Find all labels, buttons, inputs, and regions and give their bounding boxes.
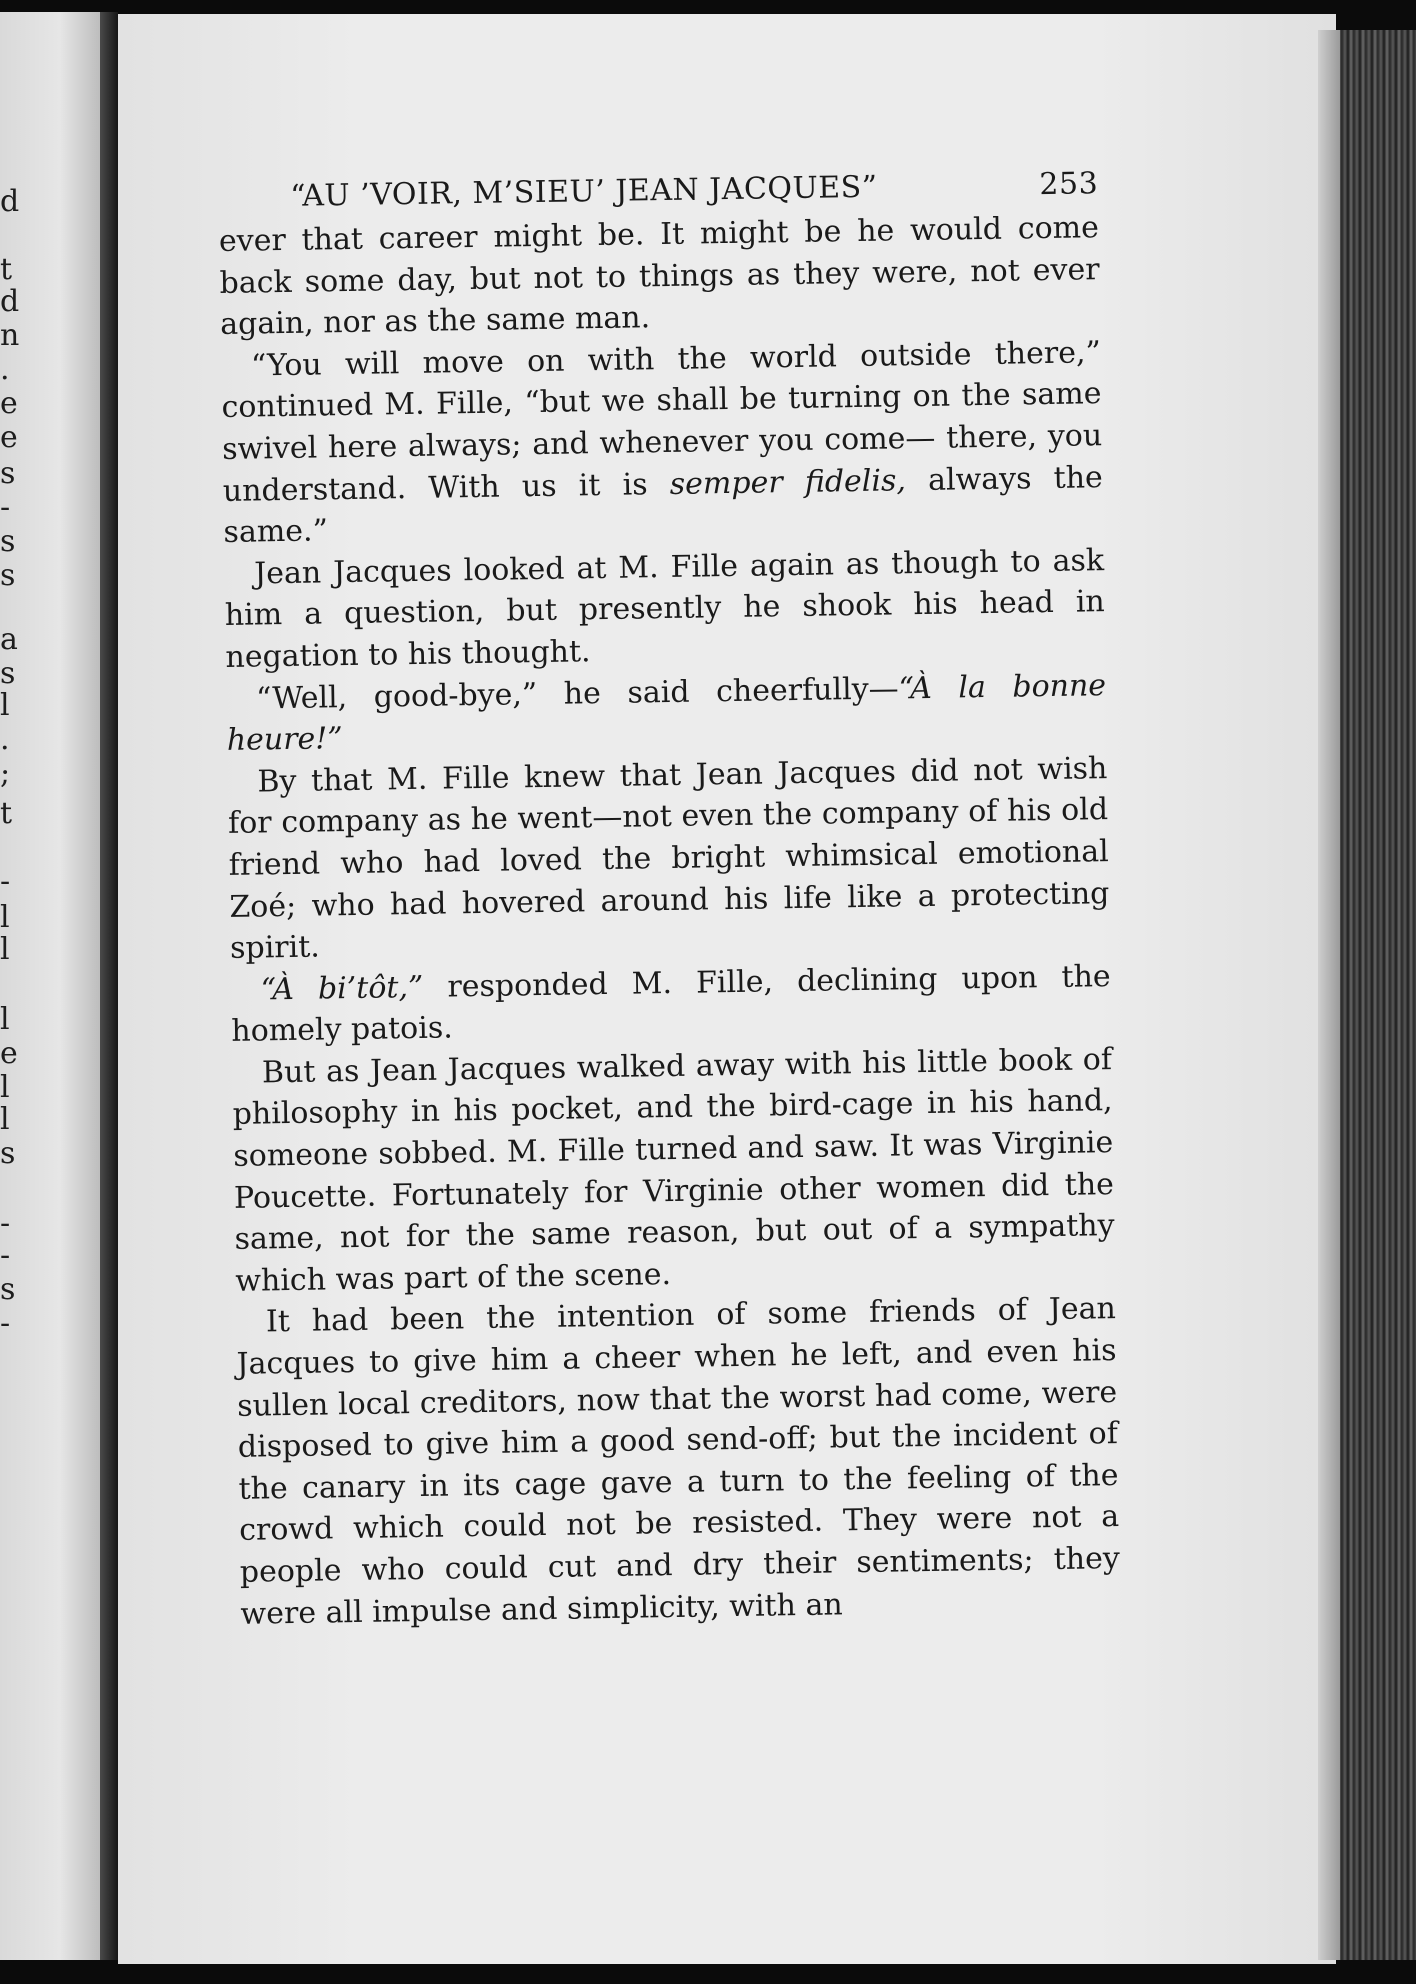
left-page-fragment: - xyxy=(0,1238,11,1273)
left-page-fragment: s xyxy=(0,656,16,691)
text-run: But as Jean Jacques walked away with his little book of philosophy in his pocket, and the bird-cage in his hand, someone sobbed. M. Fille turned and saw. It was Virginie Poucette. Fortunately for Virginie other women did the same, not for the same reason, but out of a sympathy which was part of the scene. xyxy=(232,1041,1115,1299)
left-facing-page xyxy=(0,12,100,1960)
left-page-fragment: d xyxy=(0,184,20,219)
left-page-fragment: - xyxy=(0,490,11,525)
left-page-fragment: l xyxy=(0,900,10,935)
left-page-fragment: ; xyxy=(0,756,11,791)
text-run: responded M. Fille, declining upon the homely patois. xyxy=(231,958,1111,1050)
page-edge-highlight xyxy=(1318,30,1340,1960)
text-run: Jean Jacques looked at M. Fille again as though to ask him a question, but presently he shook his head in negation to his thought. xyxy=(224,542,1106,675)
left-page-fragment: s xyxy=(0,456,16,491)
left-page-fragment: a xyxy=(0,622,18,657)
paragraph xyxy=(232,1039,1116,1302)
left-page-fragment: t xyxy=(0,252,13,287)
left-page-fragment: . xyxy=(0,352,10,387)
left-page-fragment: - xyxy=(0,1206,11,1241)
running-head-title: “AU ’VOIR, M’SIEU’ JEAN JACQUES” xyxy=(289,169,878,214)
left-page-fragment: d xyxy=(0,284,20,319)
left-page-fragment: t xyxy=(0,796,13,831)
left-page-fragment: e xyxy=(0,1036,18,1071)
text-run: “You will move on with the world outside there,” continued M. Fille, “but we shall be turning on the same swivel here always; and whenever you come— there, you understand. With us it is xyxy=(221,334,1103,509)
left-page-fragment: l xyxy=(0,688,10,723)
book-gutter xyxy=(100,12,118,1960)
left-page-fragment: e xyxy=(0,420,18,455)
paragraph xyxy=(230,956,1111,1053)
left-page-fragment: n xyxy=(0,318,20,353)
italic-text: “À la bonne heure!” xyxy=(226,667,1107,759)
left-page-fragment: . xyxy=(0,722,10,757)
left-page-fragment: - xyxy=(0,1306,11,1341)
text-run: “Well, good-bye,” he said cheerfully— xyxy=(255,670,899,716)
text-run: ever that career might be. It might be he would come back some day, but not to things as they were, not ever again, nor as the same man. xyxy=(218,210,1100,343)
paragraph xyxy=(227,748,1110,970)
left-page-fragment: l xyxy=(0,1002,10,1037)
left-page-fragment: s xyxy=(0,524,16,559)
paragraph xyxy=(221,332,1104,554)
left-page-fragment: l xyxy=(0,1070,10,1105)
left-page-fragment: l xyxy=(0,1102,10,1137)
italic-text: “À bi’tôt,” xyxy=(260,969,424,1008)
left-page-fragment: - xyxy=(0,864,11,899)
page-text-block xyxy=(218,166,1121,1635)
left-page-fragment: e xyxy=(0,386,18,421)
text-run: always the same.” xyxy=(223,459,1104,551)
left-page-text-fragments xyxy=(0,12,20,1960)
left-page-fragment: s xyxy=(0,1272,16,1307)
page-number: 253 xyxy=(1039,166,1099,203)
left-page-fragment: s xyxy=(0,558,16,593)
paragraph xyxy=(226,665,1107,762)
page-body xyxy=(219,207,1121,1635)
paragraph xyxy=(236,1288,1121,1635)
italic-text: semper fidelis, xyxy=(669,462,907,502)
text-run: By that M. Fille knew that Jean Jacques did not wish for company as he went—not even the company of his old friend who had loved the bright whimsical emotional Zoé; who had hovered around his life like a protecting spirit. xyxy=(227,750,1110,966)
paragraph xyxy=(219,207,1101,346)
left-page-fragment: s xyxy=(0,1136,16,1171)
left-page-fragment: l xyxy=(0,932,10,967)
text-run: It had been the intention of some friends of Jean Jacques to give him a cheer when he left, and even his sullen local creditors, now that the worst had come, were disposed to give him a good send-off; but the incident of the canary in its cage gave a turn to the feeling of the crowd which could not be resisted. They were not a people who could cut and dry their sentiments; they were all impulse and simplicity, with an xyxy=(236,1291,1121,1632)
paragraph xyxy=(224,540,1106,679)
